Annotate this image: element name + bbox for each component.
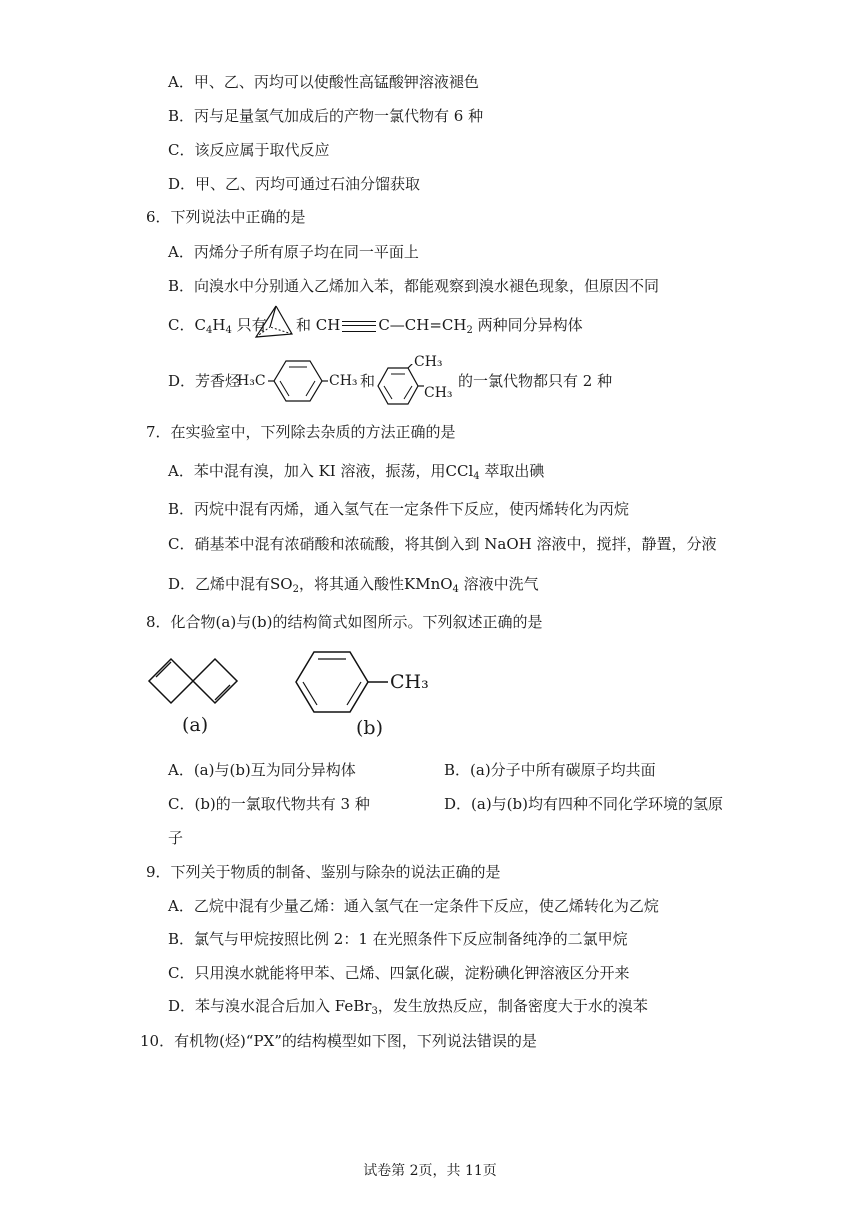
q9-option-b: B．氯气与甲烷按照比例 2：1 在光照条件下反应制备纯净的二氯甲烷 [168, 930, 628, 948]
q5-option-d: D．甲、乙、丙均可通过石油分馏获取 [168, 175, 421, 193]
q8-option-d: D．(a)与(b)均有四种不同化学环境的氢原 [444, 795, 723, 813]
q6-d-ch3-top: CH₃ [414, 354, 443, 370]
q8-option-d-cont: 子 [168, 829, 184, 847]
q8-label-a: (a) [182, 714, 209, 736]
q9-stem: 9．下列关于物质的制备、鉴别与除杂的说法正确的是 [146, 863, 501, 881]
spiro-diene-structure-a [145, 657, 245, 705]
q6-stem: 6．下列说法中正确的是 [146, 208, 306, 226]
q6-option-b: B．向溴水中分别通入乙烯加入苯，都能观察到溴水褪色现象，但原因不同 [168, 277, 660, 295]
q7-stem: 7．在实验室中，下列除去杂质的方法正确的是 [146, 423, 456, 441]
q10-stem: 10．有机物(烃)“PX”的结构模型如下图，下列说法错误的是 [140, 1032, 537, 1050]
q8-option-c: C．(b)的一氯取代物共有 3 种 [168, 795, 370, 813]
q8-ch3-label: CH₃ [390, 671, 429, 693]
q6-d-ch3-right: CH₃ [424, 385, 453, 401]
q6-option-c-tail: 和 CH $C—CH=CH_2$ 两种同分异构体 [296, 316, 583, 336]
q8-stem: 8．化合物(a)与(b)的结构简式如图所示。下列叙述正确的是 [146, 613, 543, 631]
q6-option-d-tail: 的一氯代物都只有 2 种 [458, 372, 613, 390]
q8-label-b: (b) [356, 717, 383, 739]
q9-option-d: D．苯与溴水混合后加入 FeBr$_3$，发生放热反应，制备密度大于水的溴苯 [168, 997, 648, 1017]
p-xylene-ring [268, 358, 328, 404]
q5-option-c: C．该反应属于取代反应 [168, 141, 330, 159]
q9-option-c: C．只用溴水就能将甲苯、己烯、四氯化碳，淀粉碘化钾溶液区分开来 [168, 964, 630, 982]
toluene-structure-b [294, 650, 394, 714]
triple-bond [342, 321, 376, 332]
q7-option-d: D．乙烯中混有$SO_2$，将其通入酸性KMnO$_4$ 溶液中洗气 [168, 575, 539, 595]
q6-option-a: A．丙烯分子所有原子均在同一平面上 [168, 243, 419, 261]
q6-option-d-prefix: D．芳香烃 [168, 372, 241, 390]
q7-option-c: C．硝基苯中混有浓硝酸和浓硫酸，将其倒入到 NaOH 溶液中，搅拌，静置，分液 [168, 535, 717, 553]
q6-d-and: 和 [360, 372, 376, 390]
q6-d-h3c-label: H₃C [237, 373, 266, 389]
q7-option-a: A．苯中混有溴，加入 KI 溶液，振荡，用CCl$_4$ 萃取出碘 [168, 462, 545, 482]
q7-option-b: B．丙烷中混有丙烯，通入氢气在一定条件下反应，使丙烯转化为丙烷 [168, 500, 630, 518]
q5-option-b: B．丙与足量氢气加成后的产物一氯代物有 6 种 [168, 107, 484, 125]
q6-d-ch3-label: CH₃ [329, 373, 358, 389]
q8-option-a: A．(a)与(b)互为同分异构体 [168, 761, 356, 779]
q5-option-a: A．甲、乙、丙均可以使酸性高锰酸钾溶液褪色 [168, 73, 479, 91]
page-footer: 试卷第 2页，共 11页 [363, 1163, 497, 1179]
tetrahedrane-structure [252, 303, 296, 343]
q6-option-c: C．$C_4H_4$ 只有 [168, 316, 267, 336]
q8-option-b: B．(a)分子中所有碳原子均共面 [444, 761, 656, 779]
q9-option-a: A．乙烷中混有少量乙烯：通入氢气在一定条件下反应，使乙烯转化为乙烷 [168, 897, 659, 915]
